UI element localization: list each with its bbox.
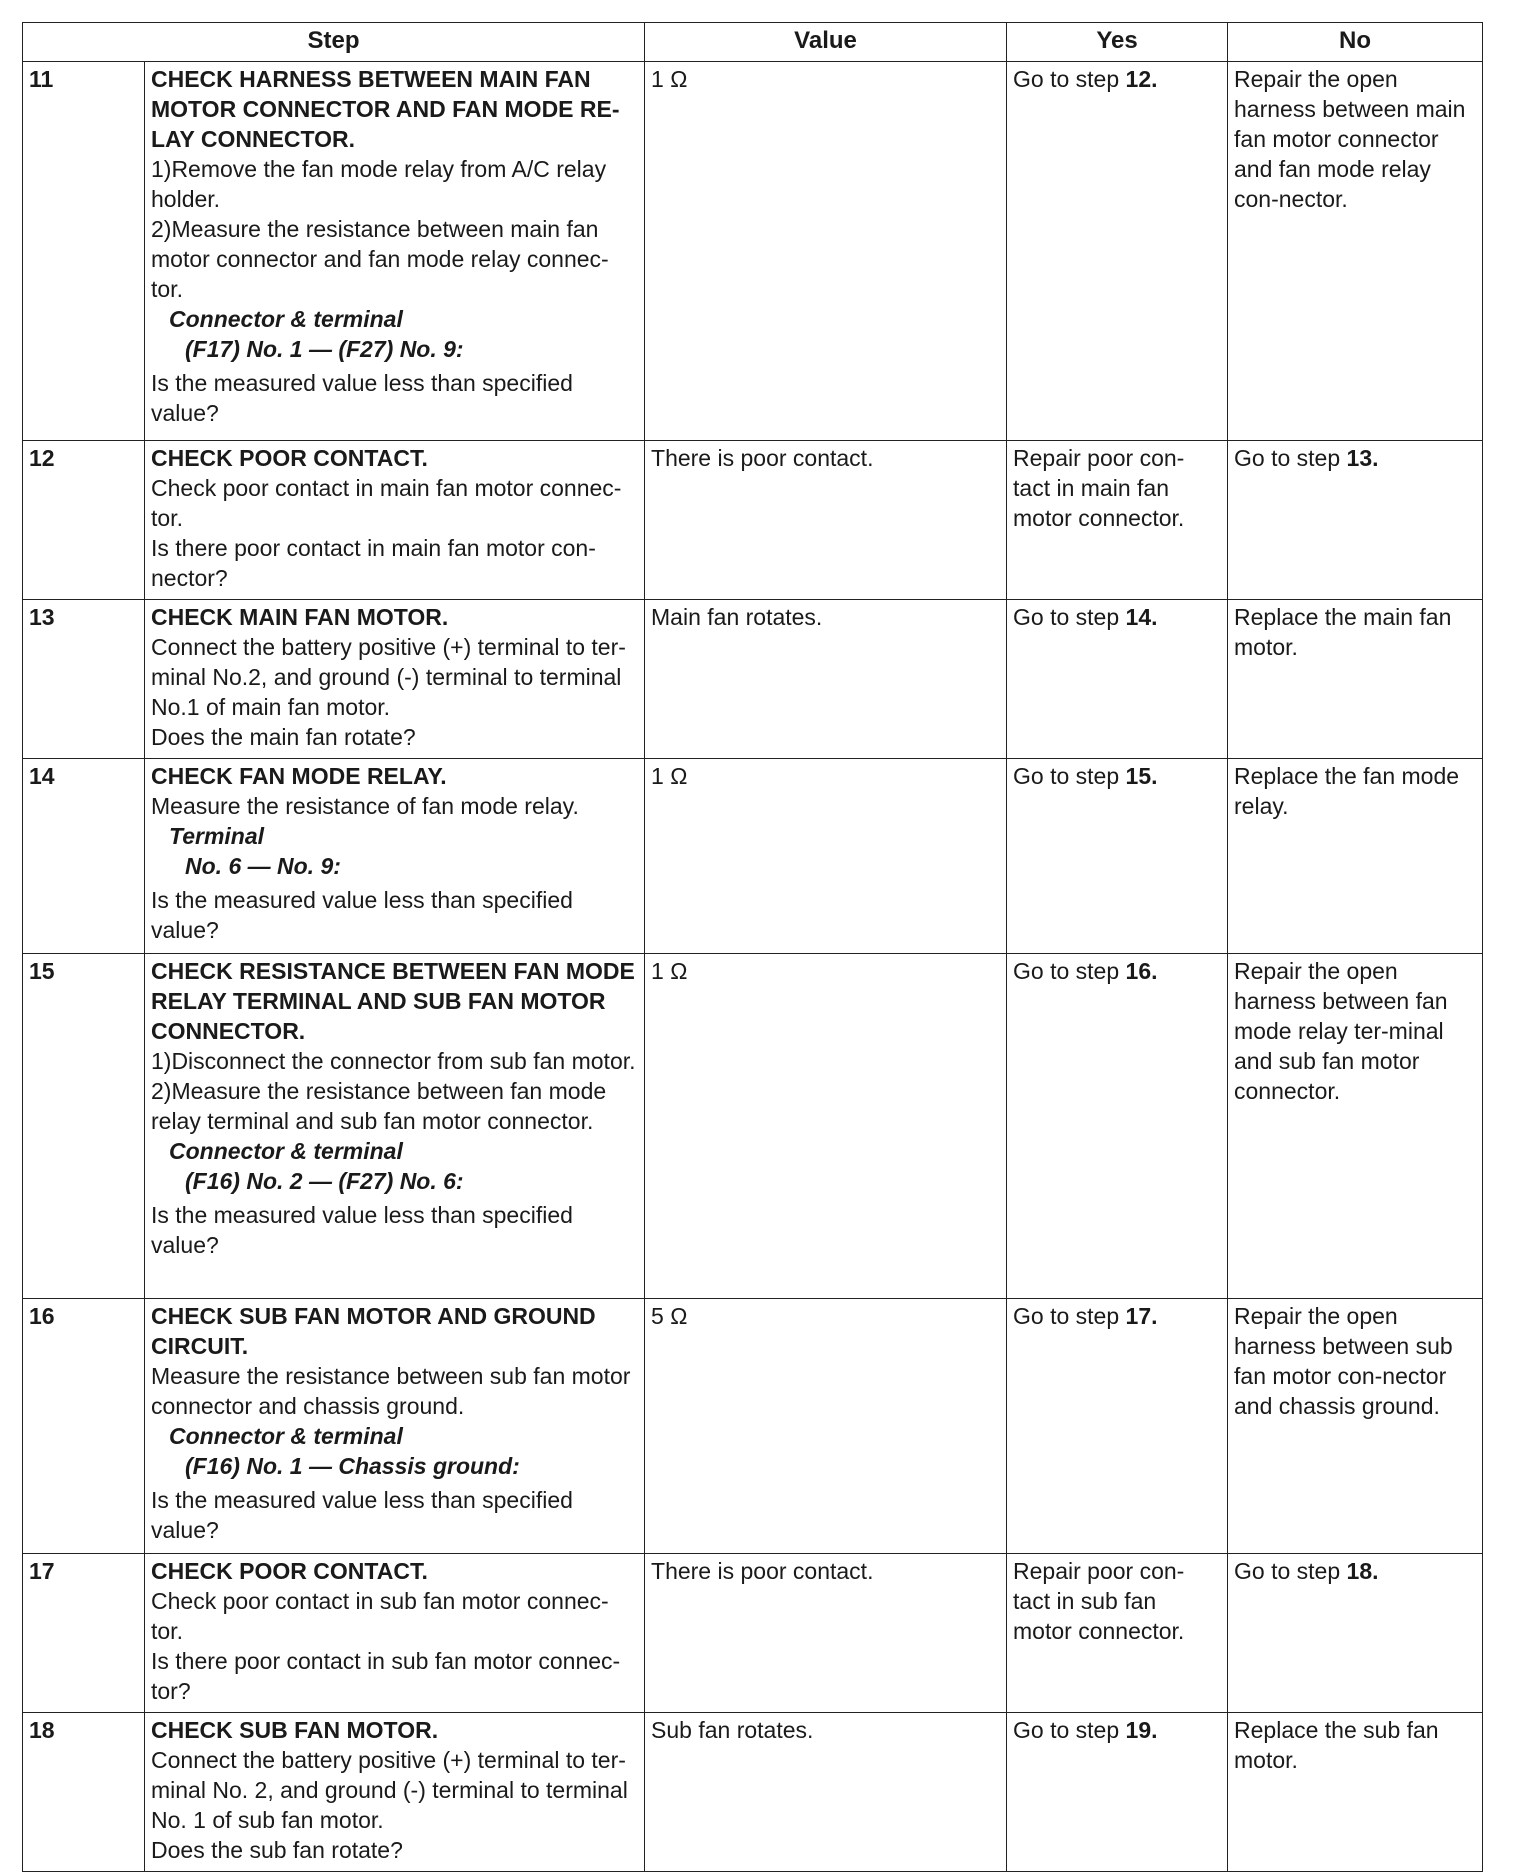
no-step-ref: 18. [1346, 1558, 1379, 1584]
step-instruction: Measure the resistance of fan mode relay. [151, 793, 579, 819]
no-cell [1228, 1554, 1483, 1713]
step-number: 16 [23, 1299, 145, 1554]
no-cell [1228, 759, 1483, 954]
no-cell [1228, 1299, 1483, 1554]
step-number: 15 [23, 954, 145, 1299]
step-title: CHECK SUB FAN MOTOR. [151, 1717, 439, 1743]
step-question: Is the measured value less than specified value? [151, 1487, 573, 1543]
no-cell [1228, 441, 1483, 600]
step-title: CHECK HARNESS BETWEEN MAIN FAN MOTOR CONNECTOR AND FAN MODE RE-LAY CONNECTOR. [151, 66, 620, 152]
connector-label: Connector & terminal [169, 1423, 403, 1449]
no-cell [1228, 1713, 1483, 1872]
header-no: No [1228, 23, 1483, 62]
step-number: 14 [23, 759, 145, 954]
yes-text: Go to step [1013, 66, 1126, 92]
no-text: Replace the main fan motor. [1234, 604, 1452, 660]
step-instruction: Connect the battery positive (+) terminal to ter-minal No.2, and ground (-) terminal to terminal No.1 of main fan motor. [151, 634, 626, 720]
step-number: 13 [23, 600, 145, 759]
connector-terminals: (F16) No. 2 — (F27) No. 6: [185, 1168, 464, 1194]
step-number: 18 [23, 1713, 145, 1872]
step-question: Is the measured value less than specified value? [151, 1202, 573, 1258]
yes-cell [1007, 600, 1228, 759]
step-instruction: Check poor contact in sub fan motor connec-tor. [151, 1588, 609, 1644]
step-number: 12 [23, 441, 145, 600]
no-cell [1228, 954, 1483, 1299]
header-step: Step [23, 23, 645, 62]
yes-text: Repair poor con-tact in main fan motor connector. [1013, 445, 1185, 531]
step-cell [145, 1554, 645, 1713]
yes-step-ref: 14. [1125, 604, 1158, 630]
step-cell [145, 1299, 645, 1554]
table-row [23, 600, 1483, 759]
no-text: Replace the fan mode relay. [1234, 763, 1460, 819]
yes-step-ref: 12. [1125, 66, 1158, 92]
step-question: Is there poor contact in sub fan motor connec-tor? [151, 1648, 621, 1704]
yes-cell [1007, 1713, 1228, 1872]
yes-text: Repair poor con-tact in sub fan motor connector. [1013, 1558, 1185, 1644]
step-title: CHECK FAN MODE RELAY. [151, 763, 447, 789]
yes-text: Go to step [1013, 604, 1126, 630]
step-question: Does the sub fan rotate? [151, 1837, 403, 1863]
step-title: CHECK POOR CONTACT. [151, 1558, 428, 1584]
no-text: Repair the open harness between fan mode relay ter-minal and sub fan motor connector. [1234, 958, 1448, 1104]
value-cell: There is poor contact. [645, 441, 1007, 600]
step-cell [145, 600, 645, 759]
step-number: 17 [23, 1554, 145, 1713]
step-title: CHECK SUB FAN MOTOR AND GROUND CIRCUIT. [151, 1303, 596, 1359]
yes-cell [1007, 954, 1228, 1299]
value-cell: There is poor contact. [645, 1554, 1007, 1713]
table-row [23, 62, 1483, 441]
yes-cell [1007, 759, 1228, 954]
table-row [23, 1554, 1483, 1713]
value-cell: 1 Ω [645, 954, 1007, 1299]
no-cell [1228, 600, 1483, 759]
connector-terminals: (F17) No. 1 — (F27) No. 9: [185, 336, 464, 362]
yes-text: Go to step [1013, 1303, 1126, 1329]
step-instruction: 2)Measure the resistance between fan mode relay terminal and sub fan motor connector. [151, 1078, 607, 1134]
yes-text: Go to step [1013, 958, 1126, 984]
connector-label: Terminal [169, 823, 265, 849]
step-question: Is there poor contact in main fan motor con-nector? [151, 535, 596, 591]
step-instruction: Measure the resistance between sub fan motor connector and chassis ground. [151, 1363, 631, 1419]
connector-terminals: No. 6 — No. 9: [185, 853, 341, 879]
value-cell: 1 Ω [645, 759, 1007, 954]
yes-step-ref: 17. [1125, 1303, 1158, 1329]
no-text: Repair the open harness between sub fan motor con-nector and chassis ground. [1234, 1303, 1453, 1419]
step-cell [145, 759, 645, 954]
header-yes: Yes [1007, 23, 1228, 62]
value-cell: Main fan rotates. [645, 600, 1007, 759]
no-text: Replace the sub fan motor. [1234, 1717, 1439, 1773]
yes-cell [1007, 1299, 1228, 1554]
step-number: 11 [23, 62, 145, 441]
yes-cell [1007, 441, 1228, 600]
step-question: Does the main fan rotate? [151, 724, 416, 750]
table-row [23, 954, 1483, 1299]
connector-label: Connector & terminal [169, 1138, 403, 1164]
yes-step-ref: 15. [1125, 763, 1158, 789]
diagnostic-table [22, 22, 1483, 1872]
step-instruction: Check poor contact in main fan motor connec-tor. [151, 475, 622, 531]
yes-text: Go to step [1013, 1717, 1126, 1743]
step-title: CHECK MAIN FAN MOTOR. [151, 604, 449, 630]
connector-label: Connector & terminal [169, 306, 403, 332]
yes-cell [1007, 62, 1228, 441]
step-cell [145, 1713, 645, 1872]
table-row [23, 1299, 1483, 1554]
header-value: Value [645, 23, 1007, 62]
table-row [23, 1713, 1483, 1872]
yes-text: Go to step [1013, 763, 1126, 789]
step-question: Is the measured value less than specified value? [151, 370, 573, 426]
yes-step-ref: 19. [1125, 1717, 1158, 1743]
no-step-ref: 13. [1346, 445, 1379, 471]
step-question: Is the measured value less than specified value? [151, 887, 573, 943]
no-text: Go to step [1234, 445, 1347, 471]
step-instruction: 1)Remove the fan mode relay from A/C relay holder. [151, 156, 607, 212]
step-title: CHECK RESISTANCE BETWEEN FAN MODE RELAY TERMINAL AND SUB FAN MOTOR CONNECTOR. [151, 958, 635, 1044]
step-title: CHECK POOR CONTACT. [151, 445, 428, 471]
table-row [23, 759, 1483, 954]
header-row [23, 23, 1483, 62]
yes-step-ref: 16. [1125, 958, 1158, 984]
no-text: Go to step [1234, 1558, 1347, 1584]
step-cell [145, 441, 645, 600]
step-cell [145, 62, 645, 441]
value-cell: 1 Ω [645, 62, 1007, 441]
value-cell: 5 Ω [645, 1299, 1007, 1554]
step-instruction: 2)Measure the resistance between main fan motor connector and fan mode relay connec-tor. [151, 216, 609, 302]
connector-terminals: (F16) No. 1 — Chassis ground: [185, 1453, 520, 1479]
value-cell: Sub fan rotates. [645, 1713, 1007, 1872]
step-instruction: Connect the battery positive (+) terminal to ter-minal No. 2, and ground (-) terminal to terminal No. 1 of sub fan motor. [151, 1747, 628, 1833]
table-row [23, 441, 1483, 600]
no-cell [1228, 62, 1483, 441]
no-text: Repair the open harness between main fan motor connector and fan mode relay con-nector. [1234, 66, 1466, 212]
step-instruction: 1)Disconnect the connector from sub fan motor. [151, 1048, 636, 1074]
yes-cell [1007, 1554, 1228, 1713]
step-cell [145, 954, 645, 1299]
